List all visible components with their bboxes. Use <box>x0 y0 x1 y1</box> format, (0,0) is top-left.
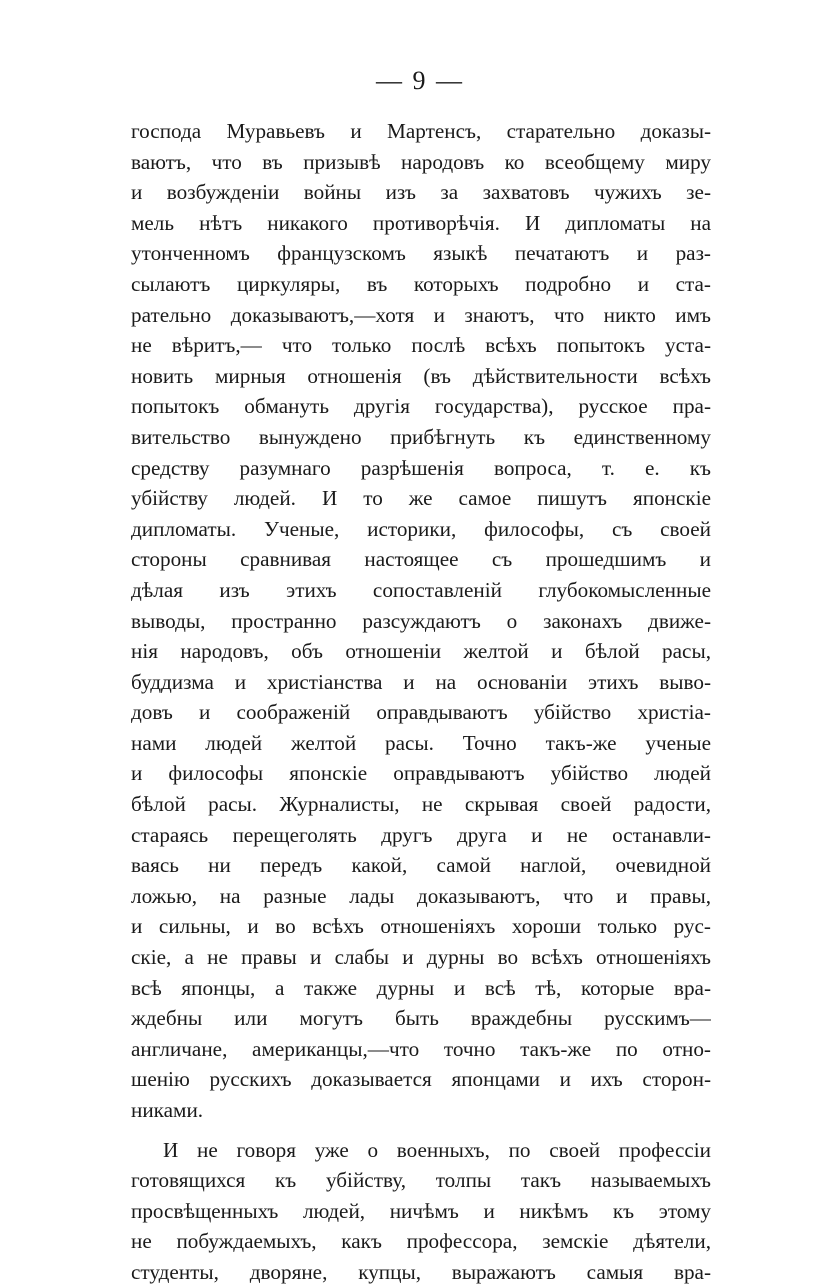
text-line: бѣлой расы. Журналисты, не скрывая своей радости, <box>131 792 711 817</box>
text-line: попытокъ обмануть другія государства), русское пра- <box>131 394 711 419</box>
text-line: дѣлая изъ этихъ сопоставленій глубокомысленные <box>131 577 711 602</box>
text-line: И не говоря уже о военныхъ, по своей профессіи <box>163 1137 711 1162</box>
text-line: никами. <box>131 1098 204 1122</box>
text-line: рательно доказываютъ,—хотя и знаютъ, что никто имъ <box>131 302 711 327</box>
text-line: средству разумнаго разрѣшенія вопроса, т. е. къ <box>131 455 711 480</box>
text-line: дипломаты. Ученые, историки, философы, съ своей <box>131 516 711 541</box>
text-line: ваютъ, что въ призывѣ народовъ ко всеобщему миру <box>131 149 711 174</box>
text-line: студенты, дворяне, купцы, выражаютъ самыя вра- <box>131 1259 711 1284</box>
paragraph <box>131 116 711 1126</box>
text-line: ждебны или могутъ быть враждебны русскимъ— <box>131 1006 711 1031</box>
text-line: нія народовъ, объ отношеніи желтой и бѣлой расы, <box>131 639 711 664</box>
text-line: просвѣщенныхъ людей, ничѣмъ и никѣмъ къ этому <box>131 1198 711 1223</box>
text-line: и возбужденіи войны изъ за захватовъ чужихъ зе- <box>131 180 711 205</box>
text-line: скіе, а не правы и слабы и дурны во всѣхъ отношеніяхъ <box>131 945 711 970</box>
text-line: англичане, американцы,—что точно такъ-же по отно- <box>131 1036 711 1061</box>
text-line: стороны сравнивая настоящее съ прошедшимъ и <box>131 547 711 572</box>
text-line: всѣ японцы, а также дурны и всѣ тѣ, которые вра- <box>131 975 711 1000</box>
text-line: господа Муравьевъ и Мартенсъ, старательно доказы- <box>131 119 711 143</box>
text-line: ваясь ни передъ какой, самой наглой, очевидной <box>131 853 711 878</box>
body-text <box>131 116 711 1288</box>
text-line: утонченномъ французскомъ языкѣ печатаютъ и раз- <box>131 241 711 266</box>
text-line: готовящихся къ убійству, толпы такъ называемыхъ <box>131 1168 711 1193</box>
text-line: шенію русскихъ доказывается японцами и ихъ сторон- <box>131 1067 711 1092</box>
text-line: и сильны, и во всѣхъ отношеніяхъ хороши только рус- <box>131 914 711 939</box>
text-line: ложью, на разные лады доказываютъ, что и правы, <box>131 883 711 908</box>
text-line: буддизма и христіанства и на основаніи этихъ выво- <box>131 669 711 694</box>
text-line: вительство вынуждено прибѣгнуть къ единственному <box>131 424 711 449</box>
page-number: — 9 — <box>376 66 464 95</box>
text-line: выводы, пространно разсуждаютъ о законахъ движе- <box>131 608 711 633</box>
text-line: не вѣритъ,— что только послѣ всѣхъ попытокъ уста- <box>131 333 711 358</box>
text-line: и философы японскіе оправдываютъ убійство людей <box>131 761 711 786</box>
text-line: новить мирныя отношенія (въ дѣйствительности всѣхъ <box>131 363 711 388</box>
text-line: нами людей желтой расы. Точно такъ-же ученые <box>131 730 711 755</box>
text-line: стараясь перещеголять другъ друга и не останавли- <box>131 822 711 847</box>
text-line: мель нѣтъ никакого противорѣчія. И дипломаты на <box>131 210 711 235</box>
text-line: довъ и соображеній оправдываютъ убійство христіа- <box>131 700 711 725</box>
paragraph <box>131 1135 711 1288</box>
text-line: сылаютъ циркуляры, въ которыхъ подробно и ста- <box>131 271 711 296</box>
paragraph-gap <box>131 1126 711 1135</box>
text-line: убійству людей. И то же самое пишутъ японскіе <box>131 486 711 511</box>
text-line: не побуждаемыхъ, какъ профессора, земскіе дѣятели, <box>131 1229 711 1254</box>
